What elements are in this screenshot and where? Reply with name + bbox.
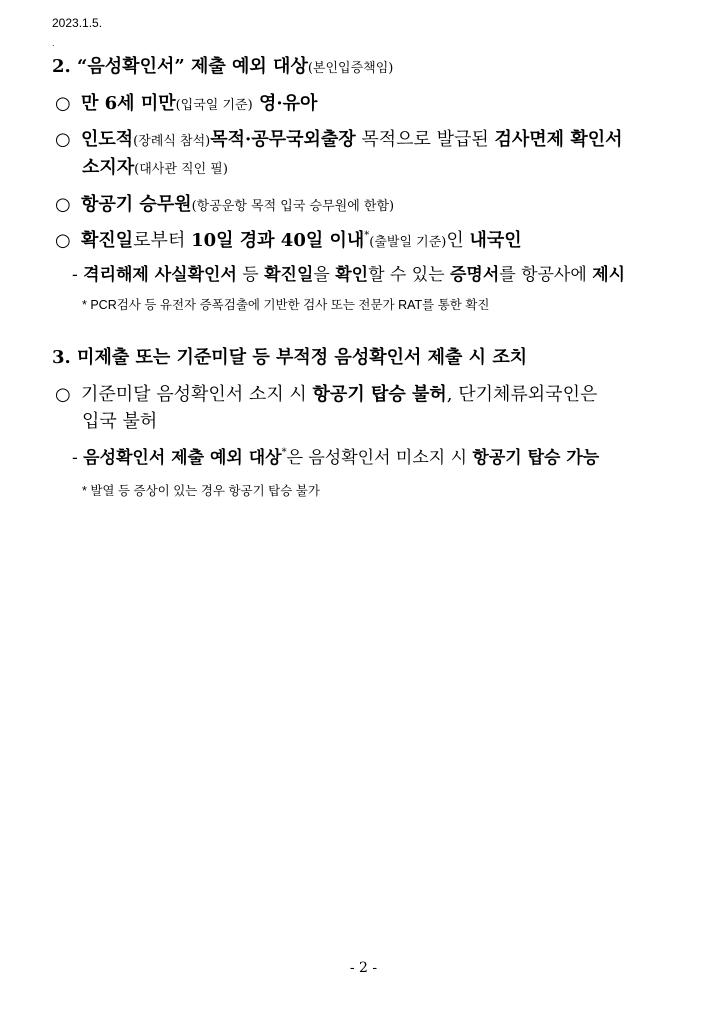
exemption-boarding-line: - 음성확인서 제출 예외 대상*은 음성확인서 미소지 시 항공기 탑승 가능 — [72, 447, 600, 468]
footnote-confirmation: * PCR검사 등 유전자 증폭검출에 기반한 검사 또는 전문가 RAT를 통한 확진 — [82, 298, 490, 312]
exemption-item-humanitarian-cont: 소지자(대사관 직인 필) — [82, 157, 228, 178]
page-number: - 2 - — [349, 960, 378, 976]
exemption-item-children: ○ 만 6세 미만(입국일 기준) 영·유아 — [55, 93, 318, 114]
section-3-heading — [52, 343, 527, 369]
exemption-item-crew: ○ 항공기 승무원(항공운항 목적 입국 승무원에 한함) — [55, 194, 395, 215]
footnote-symptoms: * 발열 등 증상이 있는 경우 항공기 탑승 불가 — [82, 484, 320, 498]
date-mark: . — [52, 38, 55, 48]
exemption-item-humanitarian: ○ 인도적(장례식 참석)목적·공무국외출장 목적으로 발급된 검사면제 확인서 — [55, 129, 623, 150]
circle-bullet: ○ — [55, 230, 71, 251]
measure-item-substandard: ○ 기준미달 음성확인서 소지 시 항공기 탑승 불허, 단기체류외국인은 — [55, 384, 598, 405]
document-date: 2023.1.5. — [52, 16, 103, 30]
circle-bullet: ○ — [55, 194, 71, 215]
circle-bullet: ○ — [55, 129, 71, 150]
circle-bullet: ○ — [55, 93, 71, 114]
exemption-item-recovered: ○ 확진일로부터 10일 경과 40일 이내*(출발일 기준)인 내국인 — [55, 230, 522, 251]
section-2-title: 2. “음성확인서” 제출 예외 대상 — [52, 56, 308, 77]
measure-item-substandard-cont: 입국 불허 — [82, 411, 158, 432]
section-2-title-note: (본인입증책임) — [307, 61, 394, 76]
proof-requirement-line: - 격리해제 사실확인서 등 확진일을 확인할 수 있는 증명서를 항공사에 제시 — [72, 265, 626, 285]
circle-bullet: ○ — [55, 384, 71, 405]
section-3-title: 3. 미제출 또는 기준미달 등 부적정 음성확인서 제출 시 조치 — [52, 347, 528, 368]
section-2-heading — [52, 52, 393, 78]
